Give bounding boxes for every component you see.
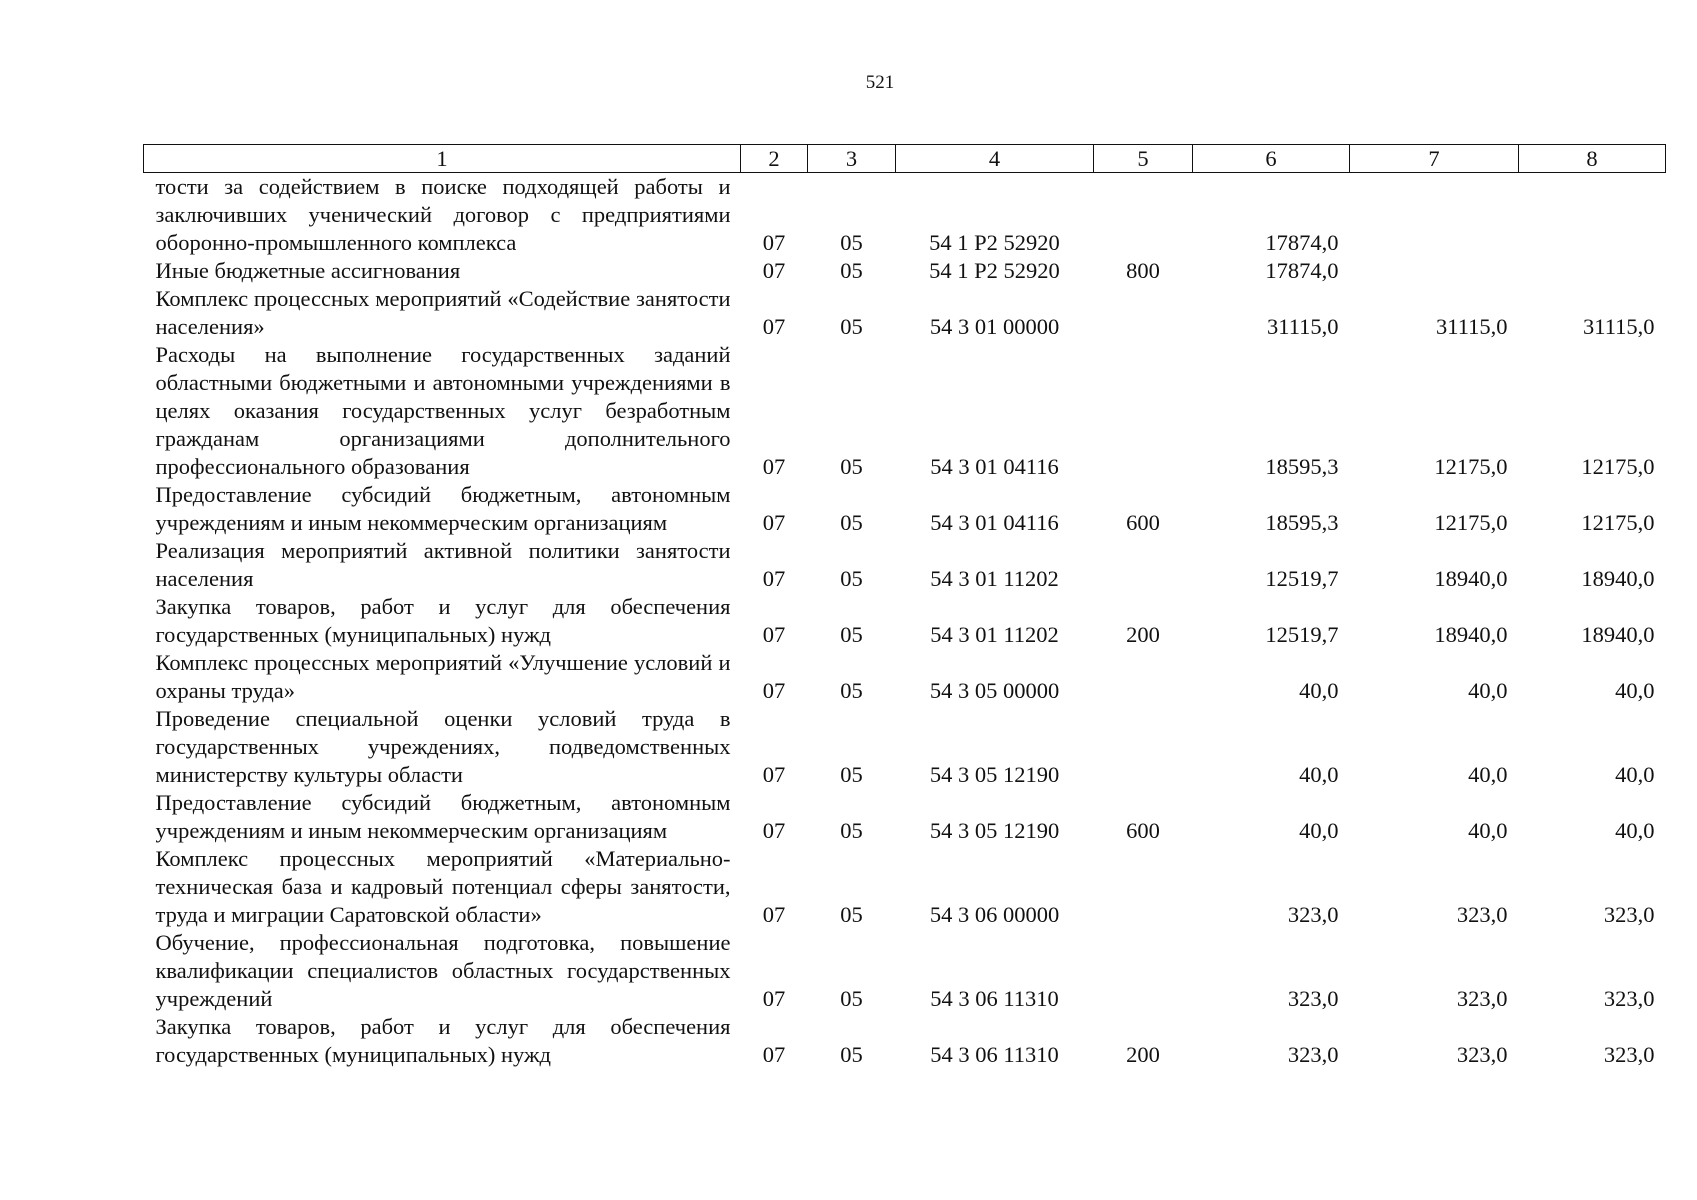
row-value-col8: 323,0 (1603, 1042, 1655, 1067)
row-subsection: 05 (840, 258, 863, 283)
table-row (144, 257, 1666, 285)
row-target-article: 54 3 01 11202 (930, 622, 1059, 647)
row-expense-type (1094, 929, 1193, 1013)
row-subsection: 05 (840, 986, 863, 1011)
row-value-col8: 40,0 (1615, 678, 1655, 703)
row-value-col6: 31115,0 (1267, 314, 1339, 339)
row-value-col8: 40,0 (1615, 818, 1655, 843)
row-subsection: 05 (840, 818, 863, 843)
row-subsection: 05 (840, 622, 863, 647)
row-subsection: 05 (840, 510, 863, 535)
row-name: Закупка товаров, работ и услуг для обеспечения государственных (муниципальных) нужд (155, 1014, 731, 1067)
table-row (144, 285, 1666, 341)
row-value-col6: 12519,7 (1265, 622, 1339, 647)
row-name: Расходы на выполнение государственных заданий областными бюджетными и автономными учреждениями в целях оказания государственных услуг безработным гражданам организациями дополнительного профессионального образования (155, 342, 731, 479)
row-section: 07 (762, 1042, 786, 1067)
row-name: Комплекс процессных мероприятий «Улучшение условий и охраны труда» (155, 650, 731, 703)
row-name: Реализация мероприятий активной политики занятости населения (155, 538, 731, 591)
budget-table (143, 144, 1666, 1069)
row-value-col7: 40,0 (1468, 762, 1508, 787)
table-body (144, 173, 1666, 1070)
row-expense-type: 800 (1126, 258, 1160, 283)
row-target-article: 54 3 01 11202 (930, 566, 1059, 591)
row-value-col8 (1519, 173, 1666, 258)
row-section: 07 (762, 454, 786, 479)
table-header (144, 145, 1666, 173)
row-name: Закупка товаров, работ и услуг для обеспечения государственных (муниципальных) нужд (155, 594, 731, 647)
row-section: 07 (762, 566, 786, 591)
row-subsection: 05 (840, 454, 863, 479)
row-target-article: 54 3 06 11310 (930, 1042, 1059, 1067)
row-target-article: 54 1 Р2 52920 (929, 258, 1060, 283)
row-value-col7: 18940,0 (1434, 622, 1508, 647)
row-name: Комплекс процессных мероприятий «Содействие занятости населения» (155, 286, 731, 339)
row-section: 07 (762, 510, 786, 535)
row-subsection: 05 (840, 1042, 863, 1067)
table-row (144, 537, 1666, 593)
row-value-col6: 40,0 (1299, 818, 1339, 843)
row-expense-type (1094, 341, 1193, 481)
row-name: Проведение специальной оценки условий труда в государственных учреждениях, подведомственных министерству культуры области (155, 706, 731, 787)
row-value-col6: 40,0 (1299, 678, 1339, 703)
row-section: 07 (762, 230, 786, 255)
row-value-col6: 12519,7 (1265, 566, 1339, 591)
row-expense-type (1094, 173, 1193, 258)
row-name: Обучение, профессиональная подготовка, повышение квалификации специалистов областных государственных учреждений (155, 930, 731, 1011)
row-target-article: 54 3 05 12190 (929, 818, 1060, 843)
row-value-col7: 40,0 (1468, 678, 1508, 703)
row-expense-type: 200 (1126, 1042, 1160, 1067)
row-expense-type: 600 (1126, 510, 1160, 535)
row-value-col7: 31115,0 (1436, 314, 1508, 339)
row-target-article: 54 1 Р2 52920 (929, 230, 1060, 255)
row-target-article: 54 3 06 00000 (929, 902, 1060, 927)
row-section: 07 (762, 678, 786, 703)
row-value-col8: 40,0 (1615, 762, 1655, 787)
header-col-3: 3 (808, 145, 896, 173)
row-expense-type (1094, 705, 1193, 789)
row-value-col7 (1350, 173, 1519, 258)
row-value-col8: 12175,0 (1581, 510, 1655, 535)
row-name: тости за содействием в поиске подходящей работы и заключивших ученический договор с предприятиями оборонно-промышленного комплекса (155, 174, 731, 255)
header-row (144, 145, 1666, 173)
row-value-col7: 323,0 (1456, 986, 1508, 1011)
row-target-article: 54 3 06 11310 (930, 986, 1059, 1011)
row-value-col8: 31115,0 (1583, 314, 1655, 339)
row-value-col6: 323,0 (1287, 902, 1339, 927)
row-expense-type: 600 (1126, 818, 1160, 843)
table-row (144, 1013, 1666, 1069)
row-expense-type (1094, 537, 1193, 593)
table-row (144, 929, 1666, 1013)
row-target-article: 54 3 01 04116 (930, 510, 1059, 535)
table-row (144, 649, 1666, 705)
row-target-article: 54 3 01 04116 (930, 454, 1059, 479)
row-name: Предоставление субсидий бюджетным, автономным учреждениям и иным некоммерческим организациям (155, 482, 731, 535)
row-section: 07 (762, 902, 786, 927)
row-target-article: 54 3 05 12190 (929, 762, 1060, 787)
header-col-1: 1 (144, 145, 741, 173)
row-value-col6: 18595,3 (1265, 510, 1339, 535)
header-col-2: 2 (741, 145, 808, 173)
row-value-col6: 18595,3 (1265, 454, 1339, 479)
row-target-article: 54 3 01 00000 (929, 314, 1060, 339)
row-expense-type (1094, 285, 1193, 341)
row-section: 07 (762, 818, 786, 843)
row-value-col6: 17874,0 (1265, 258, 1339, 283)
row-name: Предоставление субсидий бюджетным, автономным учреждениям и иным некоммерческим организациям (155, 790, 731, 843)
row-section: 07 (762, 314, 786, 339)
table-row (144, 705, 1666, 789)
table-row (144, 341, 1666, 481)
row-expense-type (1094, 845, 1193, 929)
row-target-article: 54 3 05 00000 (929, 678, 1060, 703)
row-value-col7: 323,0 (1456, 1042, 1508, 1067)
row-subsection: 05 (840, 566, 863, 591)
row-expense-type: 200 (1126, 622, 1160, 647)
row-value-col8: 18940,0 (1581, 566, 1655, 591)
row-subsection: 05 (840, 314, 863, 339)
table-row (144, 481, 1666, 537)
row-expense-type (1094, 649, 1193, 705)
row-value-col7 (1350, 257, 1519, 285)
row-subsection: 05 (840, 678, 863, 703)
row-value-col7: 323,0 (1456, 902, 1508, 927)
row-value-col8 (1519, 257, 1666, 285)
header-col-7: 7 (1350, 145, 1519, 173)
row-value-col8: 323,0 (1603, 986, 1655, 1011)
header-col-5: 5 (1094, 145, 1193, 173)
row-value-col8: 18940,0 (1581, 622, 1655, 647)
row-value-col7: 18940,0 (1434, 566, 1508, 591)
row-value-col7: 12175,0 (1434, 510, 1508, 535)
page-number: 521 (865, 72, 895, 93)
table-row (144, 593, 1666, 649)
row-value-col6: 323,0 (1287, 986, 1339, 1011)
row-value-col8: 323,0 (1603, 902, 1655, 927)
row-subsection: 05 (840, 762, 863, 787)
header-col-4: 4 (896, 145, 1094, 173)
table-row (144, 845, 1666, 929)
header-col-6: 6 (1193, 145, 1350, 173)
table-row (144, 789, 1666, 845)
row-value-col7: 12175,0 (1434, 454, 1508, 479)
row-section: 07 (762, 258, 786, 283)
row-value-col6: 40,0 (1299, 762, 1339, 787)
table-row (144, 173, 1666, 258)
row-section: 07 (762, 622, 786, 647)
row-subsection: 05 (840, 230, 863, 255)
row-section: 07 (762, 986, 786, 1011)
row-value-col6: 17874,0 (1265, 230, 1339, 255)
row-section: 07 (762, 762, 786, 787)
row-value-col6: 323,0 (1287, 1042, 1339, 1067)
row-value-col7: 40,0 (1468, 818, 1508, 843)
row-value-col8: 12175,0 (1581, 454, 1655, 479)
row-name: Комплекс процессных мероприятий «Материально-техническая база и кадровый потенциал сферы занятости, труда и миграции Саратовской области» (155, 846, 731, 927)
row-name: Иные бюджетные ассигнования (155, 258, 461, 283)
row-subsection: 05 (840, 902, 863, 927)
header-col-8: 8 (1519, 145, 1666, 173)
